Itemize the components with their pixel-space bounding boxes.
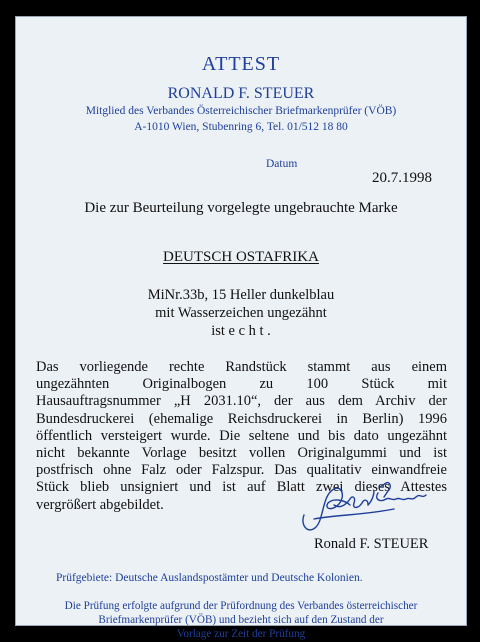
- body-line: Das vorliegende rechte Randstück stammt aus einem: [36, 359, 447, 375]
- examiner-name: RONALD F. STEUER: [167, 85, 315, 102]
- signer-name: Ronald F. STEUER: [314, 536, 429, 552]
- date-label: Datum: [266, 158, 298, 170]
- examination-scope: Prüfgebiete: Deutsche Auslandspostämter und Deutsche Kolonien.: [56, 572, 363, 584]
- body-line: postfrisch ohne Falz oder Falzspur. Das qualitativ einwandfreie: [36, 462, 447, 479]
- address-line: A-1010 Wien, Stubenring 6, Tel. 01/512 18 80: [134, 121, 348, 133]
- stamp-line-1: MiNr.33b, 15 Heller dunkelblau: [147, 287, 335, 303]
- body-line: nicht bekannte Vorlage besitzt vollen Originalgummi und ist: [36, 444, 447, 461]
- body-line: vergrößert abgebildet.: [36, 496, 164, 513]
- footer-note-line-2: Briefmarkenprüfer (VÖB) und bezieht sich auf den Zustand der: [98, 614, 384, 626]
- stamp-line-2: mit Wasserzeichen ungezähnt: [155, 305, 327, 321]
- body-line: Stück blieb unsigniert und ist auf Blatt zwei dieses Attestes: [36, 479, 447, 496]
- footer-note-line-3: Vorlage zur Zeit der Prüfung: [176, 628, 306, 640]
- certificate-title: ATTEST: [201, 53, 281, 75]
- body-line: ungezähnten Originalbogen zu 100 Stück mit: [36, 376, 447, 393]
- body-line: öffentlich versteigert wurde. Die seltene und bis dato ungezähnt: [36, 427, 447, 444]
- footer-note-line-1: Die Prüfung erfolgte aufgrund der Prüfordnung des Verbandes österreichischer: [64, 600, 418, 612]
- date-value: 20.7.1998: [372, 170, 432, 186]
- intro-line: Die zur Beurteilung vorgelegte ungebrauchte Marke: [84, 200, 398, 216]
- country-heading: [16, 249, 466, 266]
- certificate-sheet: [15, 16, 467, 640]
- handwritten-signature: [294, 475, 434, 537]
- stamp-line-3: ist e c h t .: [211, 323, 271, 339]
- body-line: Bundesdruckerei (ehemalige Reichsdruckerei in Berlin) 1996: [36, 410, 447, 427]
- membership-line: Mitglied des Verbandes Österreichischer Briefmarkenprüfer (VÖB): [85, 105, 397, 117]
- country-name: DEUTSCH OSTAFRIKA: [163, 249, 319, 265]
- body-line: Hausauftragsnummer „H 2031.10“, der aus dem Archiv der: [36, 393, 447, 410]
